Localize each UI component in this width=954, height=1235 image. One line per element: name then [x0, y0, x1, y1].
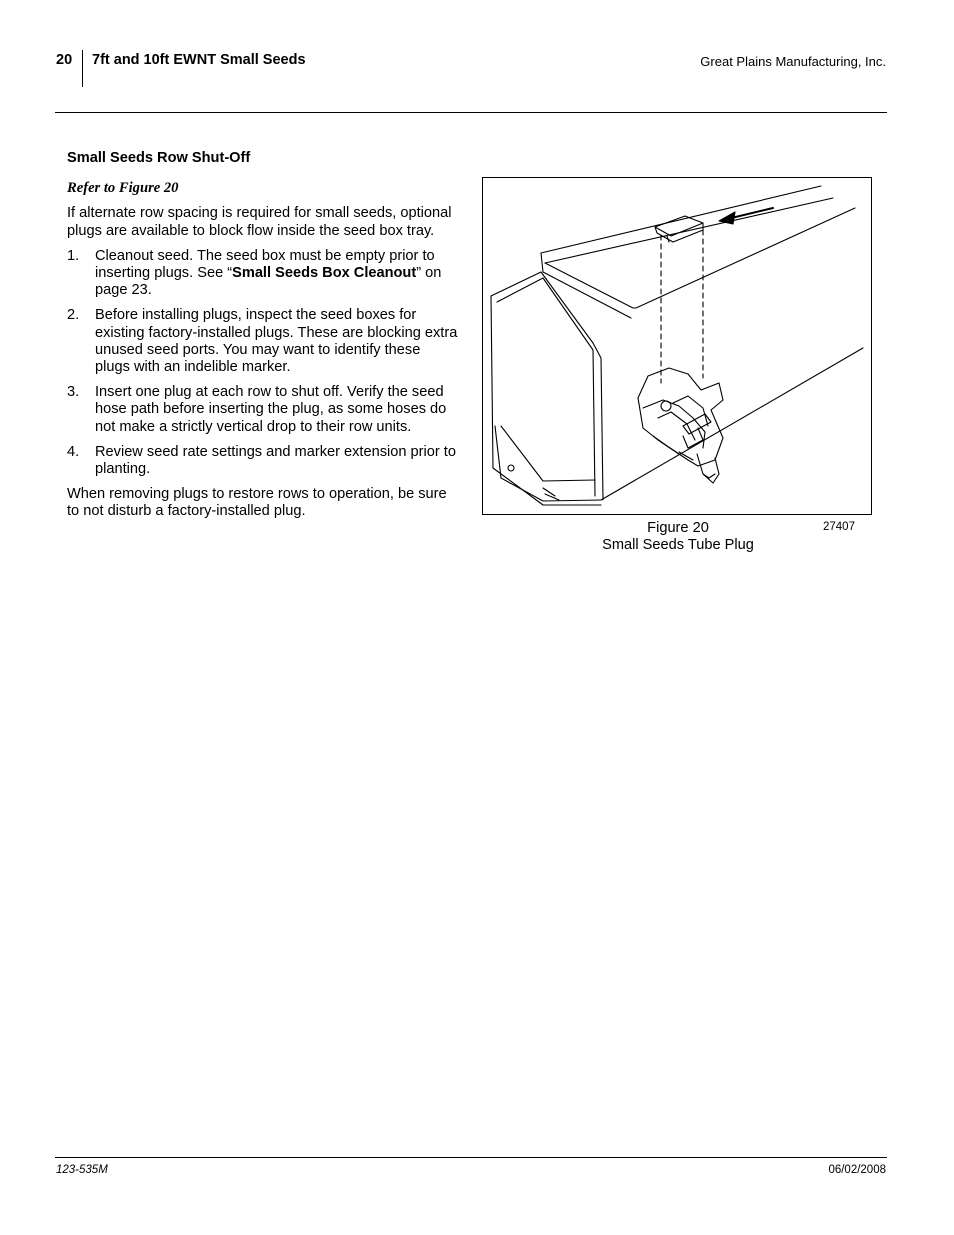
- company-name: Great Plains Manufacturing, Inc.: [700, 54, 886, 69]
- step-text: Insert one plug at each row to shut off. Verify the seed hose path before inserting the plug, as some hoses do not make a strictly vertical drop to their row units.: [95, 384, 447, 435]
- step-text: Review seed rate settings and marker extension prior to planting.: [95, 443, 456, 478]
- header-rule: [55, 112, 887, 113]
- closing-paragraph: When removing plugs to restore rows to operation, be sure to not disturb a factory-installed plug.: [67, 486, 447, 520]
- step-text: Cleanout seed. The seed box must be empty prior to inserting plugs. See “: [95, 247, 435, 282]
- figure-caption: [482, 520, 874, 555]
- step-number: 4.: [67, 443, 80, 460]
- page-number: 20: [56, 52, 73, 68]
- figure-id: 27407: [823, 521, 855, 533]
- document-title: 7ft and 10ft EWNT Small Seeds: [92, 52, 306, 68]
- figure-reference: Refer to Figure 20: [67, 180, 179, 197]
- step-number: 1.: [67, 247, 80, 264]
- figure-label: Figure 20: [647, 520, 709, 536]
- footer-rule: [55, 1157, 887, 1158]
- list-item: [67, 384, 459, 436]
- step-text: Before installing plugs, inspect the seed boxes for existing factory-installed plugs. These are blocking extra unused seed ports. You may want to identify these plugs with an indelible marker.: [95, 307, 458, 376]
- document-number: 123-535M: [56, 1164, 108, 1176]
- revision-date: 06/02/2008: [828, 1164, 886, 1176]
- intro-paragraph: If alternate row spacing is required for small seeds, optional plugs are available to block flow inside the seed box tray.: [67, 205, 452, 239]
- header-divider: [82, 50, 83, 87]
- list-item: [67, 248, 459, 300]
- text-column: [67, 150, 459, 529]
- list-item: [67, 444, 459, 478]
- step-number: 2.: [67, 307, 80, 324]
- section-heading: Small Seeds Row Shut-Off: [67, 150, 251, 166]
- step-number: 3.: [67, 384, 80, 401]
- figure-title: Small Seeds Tube Plug: [602, 537, 754, 554]
- seed-box-illustration: [483, 178, 871, 514]
- list-item: [67, 307, 459, 376]
- figure-frame: [482, 177, 872, 515]
- cross-reference-link: Small Seeds Box Cleanout: [232, 265, 417, 282]
- step-text: ” on page 23.: [95, 265, 442, 299]
- steps-list: [67, 248, 459, 478]
